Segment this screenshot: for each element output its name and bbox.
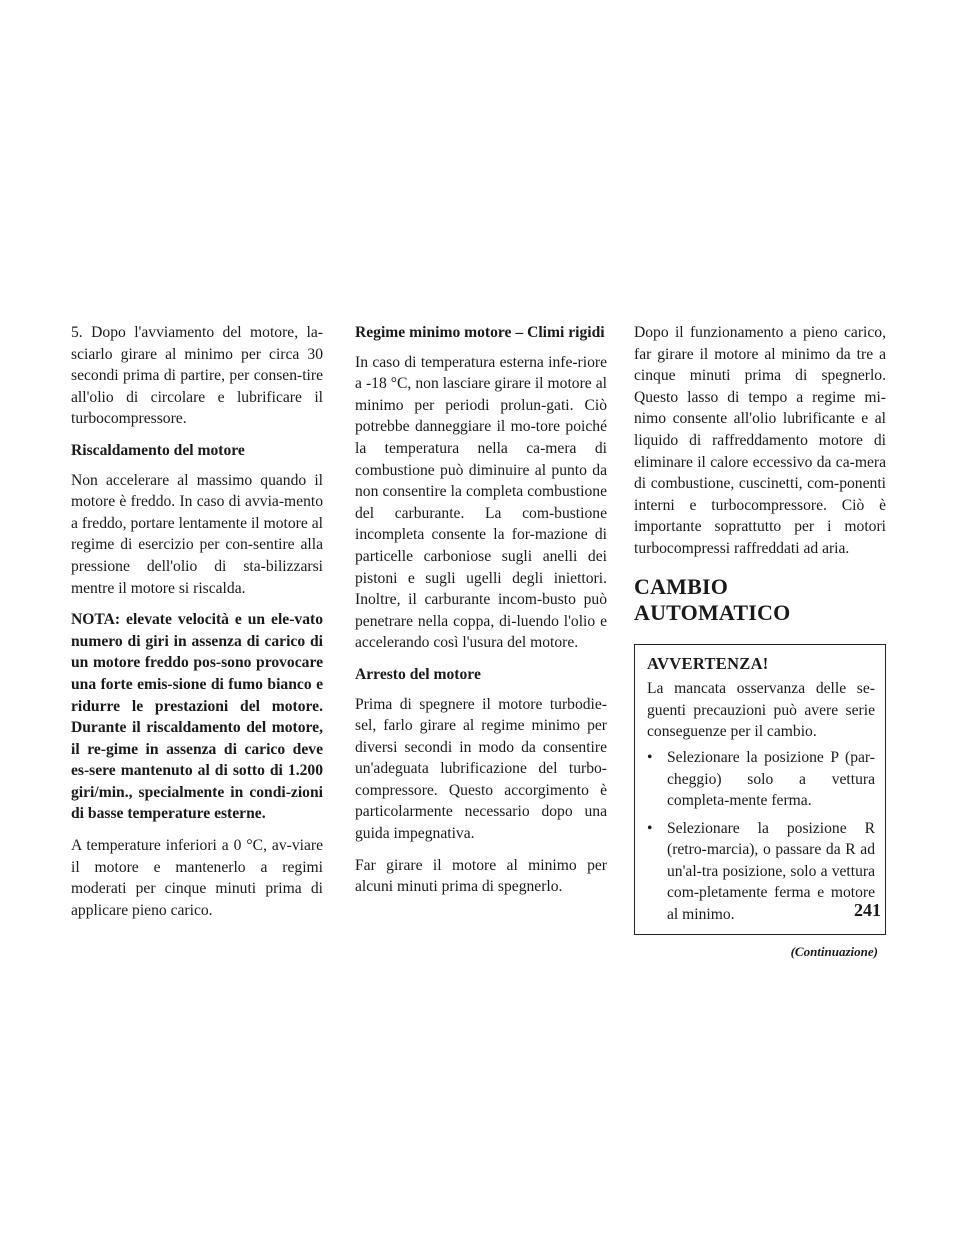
paragraph-idle-cold: In caso di temperatura esterna infe-riore a -18 °C, non lasciare girare il motore al minimo per periodi prolun-gati. Ciò potrebbe danneggiare il mo-tore poiché la temperatura nella ca-mera di combustione può diminuire al punto da non consentire la completa combustione del carburante. La com-bustione incompleta consente la for-mazione di particelle carboniose sugli anelli dei pistoni e sugli ugelli degli iniettori. Inoltre, il carburante incom-busto può penetrare nella coppa, di-luendo l'olio e accelerando così l'usura del motore. xyxy=(355,353,607,652)
warning-box xyxy=(634,644,886,935)
paragraph-full-load: Dopo il funzionamento a pieno carico, far girare il motore al minimo da tre a cinque minuti prima di spegnerlo. Questo lasso di tempo a regime mi-nimo consente all'olio lubrificante e al liquido di raffreddamento motore di eliminare il calore eccessivo da ca-mera di combustione, cuscinetti, com-ponenti interni e turbocompressore. Ciò è importante soprattutto per i motori turbocompressi raffreddati ad aria. xyxy=(634,324,886,557)
column-middle xyxy=(355,322,607,908)
paragraph-step-5: 5. Dopo l'avviamento del motore, la-sciarlo girare al minimo per circa 30 secondi prima di partire, per consen-tire all'olio di circolare e lubrificare il turbocompressore. xyxy=(71,324,323,428)
heading-engine-stop: Arresto del motore xyxy=(355,665,481,683)
column-left xyxy=(71,322,323,931)
warning-list xyxy=(647,747,875,926)
warning-intro: La mancata osservanza delle se-guenti precauzioni può avere serie conseguenze per il cambio. xyxy=(647,680,875,741)
paragraph-low-temperature: A temperature inferiori a 0 °C, av-viare il motore e mantenerlo a regimi moderati per cinque minuti prima di applicare pieno carico. xyxy=(71,837,323,919)
page-number: 241 xyxy=(854,900,881,920)
warning-title: AVVERTENZA! xyxy=(647,653,769,673)
column-right xyxy=(634,322,886,962)
warning-item-reverse xyxy=(647,818,875,926)
warning-item-text: Selezionare la posizione R (retro-marcia), o passare da R ad un'al-tra posizione, solo a vettura com-pletamente ferma e motore al minimo. xyxy=(667,819,875,924)
warning-item-park xyxy=(647,747,875,812)
section-title-automatic-transmission: CAMBIO AUTOMATICO xyxy=(634,573,791,625)
paragraph-idle-before-stop: Far girare il motore al minimo per alcuni minuti prima di spegnerlo. xyxy=(355,856,607,896)
heading-engine-warmup: Riscaldamento del motore xyxy=(71,441,245,459)
heading-idle-cold-climate: Regime minimo motore – Climi rigidi xyxy=(355,324,605,341)
paragraph-engine-stop: Prima di spegnere il motore turbodie-sel, farlo girare al regime minimo per diversi secondi in modo da consentire un'adeguata lubrificazione del turbo-compressore. Questo accorgimento è particolarmente necessario dopo una guida impegnativa. xyxy=(355,695,607,843)
bullet-icon: • xyxy=(647,819,653,837)
continued-label: (Continuazione) xyxy=(790,943,878,959)
paragraph-warmup: Non accelerare al massimo quando il motore è freddo. In caso di avvia-mento a freddo, portare lentamente il motore al regime di esercizio per con-sentire alla pressione dell'olio di sta-bilizzarsi mentre il motore si riscalda. xyxy=(71,471,323,597)
bullet-icon: • xyxy=(647,748,653,766)
note-warmup: NOTA: elevate velocità e un ele-vato numero di giri in assenza di carico di un motore freddo pos-sono provocare una forte emis-sione di fumo bianco e ridurre le prestazioni del motore. Durante il riscaldamento del motore, il re-gime in assenza di carico deve es-sere mantenuto al di sotto di 1.200 giri/min., specialmente in condi-zioni di basse temperature esterne. xyxy=(71,611,323,823)
warning-item-text: Selezionare la posizione P (par-cheggio) solo a vettura completa-mente ferma. xyxy=(667,748,875,810)
